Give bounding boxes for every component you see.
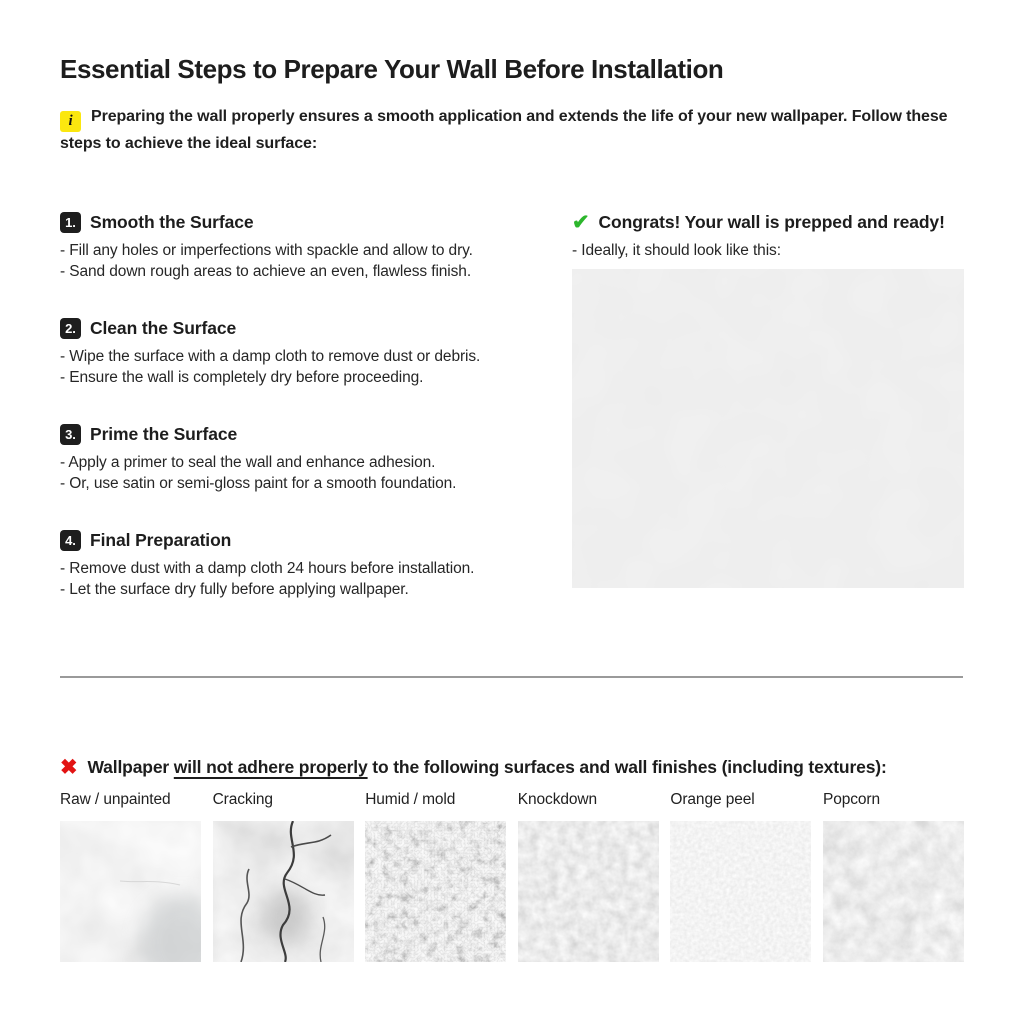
texture-gallery <box>60 791 964 962</box>
step-4-number-badge: 4. <box>60 530 81 551</box>
check-icon: ✔ <box>572 210 590 234</box>
knockdown-texture-image <box>518 821 659 962</box>
texture-label: Knockdown <box>517 791 598 808</box>
step-3 <box>60 423 572 494</box>
step-1-heading <box>60 211 572 233</box>
intro-text: Preparing the wall properly ensures a smooth application and extends the life of your new wallpaper. Follow these steps to achieve the ideal surface: <box>60 108 948 152</box>
warning-line <box>60 757 966 778</box>
step-1-title: Smooth the Surface <box>90 211 254 232</box>
texture-label: Popcorn <box>822 791 881 808</box>
step-2-title: Clean the Surface <box>90 317 237 338</box>
step-3-number-badge: 3. <box>60 424 81 445</box>
step-1-number-badge: 1. <box>60 212 81 233</box>
step-2-detail-2: - Ensure the wall is completely dry before proceeding. <box>60 368 424 386</box>
humid-mold-texture-image <box>365 821 506 962</box>
steps-list <box>60 211 572 635</box>
step-4 <box>60 529 572 600</box>
intro-paragraph <box>60 105 966 156</box>
warning-emphasis: will not adhere properly <box>173 757 368 777</box>
step-1-detail-1: - Fill any holes or imperfections with spackle and allow to dry. <box>60 242 473 259</box>
texture-popcorn <box>823 791 964 962</box>
cracking-texture-image <box>213 821 354 962</box>
texture-cracking <box>213 791 354 962</box>
step-3-detail-1: - Apply a primer to seal the wall and enhance adhesion. <box>60 454 436 471</box>
step-3-heading <box>60 423 572 445</box>
texture-label: Orange peel <box>670 791 755 808</box>
step-1 <box>60 211 572 282</box>
texture-label: Humid / mold <box>365 791 456 808</box>
prepped-wall-image <box>572 269 964 588</box>
texture-knockdown <box>518 791 659 962</box>
texture-orange-peel <box>670 791 811 962</box>
step-2 <box>60 317 572 388</box>
texture-raw-unpainted <box>60 791 201 962</box>
success-subtitle: - Ideally, it should look like this: <box>572 242 781 259</box>
warning-prefix: Wallpaper <box>87 757 174 777</box>
step-4-heading <box>60 529 572 551</box>
smooth-wall-texture <box>572 269 964 588</box>
texture-label: Cracking <box>212 791 273 808</box>
step-3-title: Prime the Surface <box>90 423 238 444</box>
step-1-detail-2: - Sand down rough areas to achieve an even, flawless finish. <box>60 262 472 280</box>
step-2-heading <box>60 317 572 339</box>
success-title: Congrats! Your wall is prepped and ready! <box>598 211 945 232</box>
step-4-detail-1: - Remove dust with a damp cloth 24 hours before installation. <box>60 560 475 577</box>
raw-unpainted-texture-image <box>60 821 201 962</box>
section-divider <box>60 676 963 678</box>
step-4-title: Final Preparation <box>90 529 232 550</box>
texture-humid-mold <box>365 791 506 962</box>
success-heading <box>572 211 964 233</box>
x-icon: ✖ <box>60 756 78 779</box>
step-2-detail-1: - Wipe the surface with a damp cloth to remove dust or debris. <box>60 348 481 365</box>
step-4-detail-2: - Let the surface dry fully before applying wallpaper. <box>60 580 409 598</box>
step-3-detail-2: - Or, use satin or semi-gloss paint for a smooth foundation. <box>60 474 457 492</box>
info-icon: i <box>60 111 81 132</box>
texture-label: Raw / unpainted <box>60 791 171 808</box>
page-title: Essential Steps to Prepare Your Wall Before Installation <box>60 54 724 84</box>
orange-peel-texture-image <box>670 821 811 962</box>
warning-suffix: to the following surfaces and wall finishes (including textures): <box>367 757 887 777</box>
content-columns <box>60 211 964 635</box>
success-panel <box>572 211 964 635</box>
step-2-number-badge: 2. <box>60 318 81 339</box>
popcorn-texture-image <box>823 821 964 962</box>
